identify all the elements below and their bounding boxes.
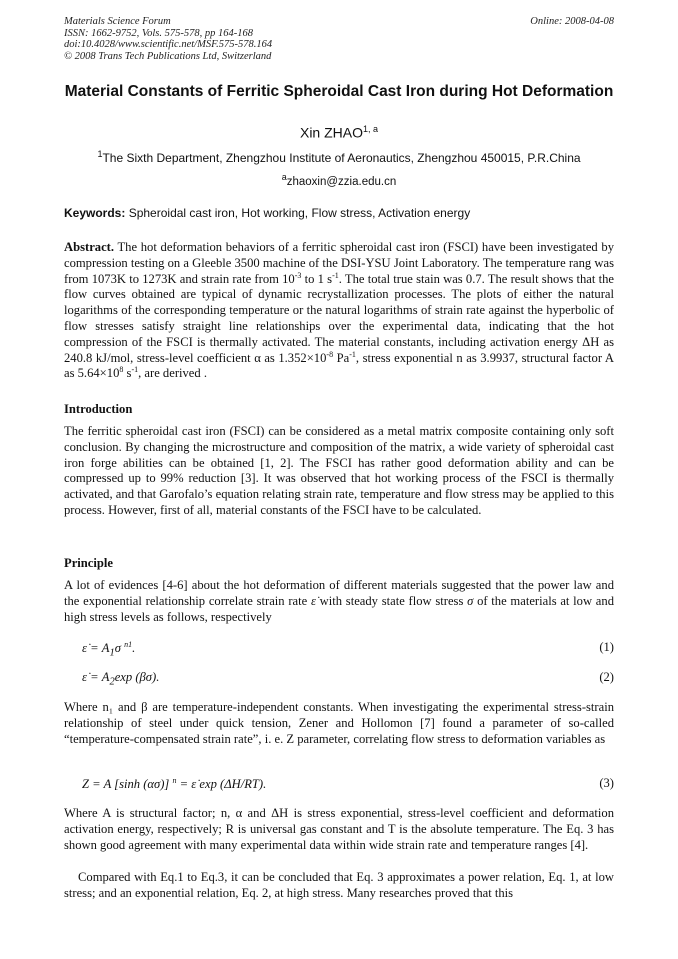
abstract-sup-6: -1 bbox=[131, 365, 139, 375]
affiliation-text: The Sixth Department, Zhengzhou Institute of Aeronautics, Zhengzhou 450015, P.R.China bbox=[102, 151, 581, 165]
abstract-sup-3: -8 bbox=[326, 349, 334, 359]
abstract-text-4: Pa bbox=[333, 350, 350, 365]
issn-line: ISSN: 1662-9752, Vols. 575-578, pp 164-168 bbox=[64, 27, 253, 39]
affiliation bbox=[64, 149, 614, 165]
abstract-label: Abstract. bbox=[64, 240, 115, 254]
eq3-text: Z = A [sinh (ασ)] bbox=[82, 777, 173, 792]
principle-paragraph-4: Compared with Eq.1 to Eq.3, it can be concluded that Eq. 3 approximates a power relation, Eq. 1, at low stress; and an exponential relation, Eq. 2, at high stress. Many researches proved that this bbox=[64, 870, 614, 900]
author-sup: 1, a bbox=[363, 124, 379, 134]
email-sup: a bbox=[281, 172, 287, 182]
eq1-lhs: ε̇ = A bbox=[82, 641, 110, 656]
eq3-number: (3) bbox=[599, 776, 614, 790]
eq2-lhs: ε̇ = A bbox=[82, 670, 110, 684]
eq1-sup: n1 bbox=[124, 640, 133, 649]
email-line bbox=[64, 172, 614, 188]
equation-1 bbox=[82, 640, 614, 659]
stress-symbol: σ bbox=[467, 593, 474, 608]
abstract-sup-1: -3 bbox=[294, 270, 302, 280]
equation-2 bbox=[82, 670, 614, 688]
journal-header bbox=[64, 16, 272, 62]
eq3-sup: n bbox=[172, 776, 177, 785]
abstract-text-7: , are derived . bbox=[138, 366, 207, 381]
author-line bbox=[64, 124, 614, 141]
strain-rate-symbol: ε̇ bbox=[310, 593, 316, 608]
email-address: zhaoxin@zzia.edu.cn bbox=[286, 175, 397, 188]
principle-text-1c: of the materials at low and high stress levels as follows, respectively bbox=[64, 593, 614, 624]
principle-text-1a: A lot of evidences [4-6] about the hot deformation of different materials suggested that the power law and the exponential relationship correlate strain rate bbox=[64, 578, 614, 608]
principle-heading: Principle bbox=[64, 556, 113, 570]
author-name: Xin ZHAO bbox=[299, 124, 363, 141]
equation-3 bbox=[82, 776, 614, 792]
eq2-rest: exp (βσ). bbox=[114, 670, 160, 684]
principle-paragraph-3: Where A is structural factor; n, α and ΔH is stress exponential, stress-level coefficient and deformation activation energy, respectively; R is universal gas constant and T is the absolute temperature. The Eq. 3 has shown good agreement with many experimental data within wide strain rate and temperature ranges [4]. bbox=[64, 806, 614, 852]
principle-text-1b: with steady state flow stress bbox=[315, 593, 468, 608]
eq3-rest: = ε̇ exp (ΔH/RT). bbox=[176, 777, 267, 792]
eq1-end: . bbox=[132, 641, 136, 656]
abstract-sup-4: -1 bbox=[349, 349, 356, 359]
online-date: Online: 2008-04-08 bbox=[530, 16, 614, 27]
abstract bbox=[64, 240, 614, 382]
eq1-sub: 1 bbox=[109, 647, 115, 659]
introduction-paragraph: The ferritic spheroidal cast iron (FSCI) can be considered as a metal matrix composite containing only soft conclusion. By changing the microstructure and composition of the matrix, a wide variety of spheroidal cast iron forge abilities can be obtained [1, 2]. The FSCI has rather good deformation ability and can be compressed up to 99% reduction [3]. It was observed that hot working process of the FSCI is thermally activated, and that Garofalo’s equation relating strain rate, temperature and flow stress may be applied to this process. However, first of all, material constants of the FSCI have to be calculated. bbox=[64, 424, 614, 517]
eq2-sub: 2 bbox=[109, 676, 115, 688]
keywords-text: Spheroidal cast iron, Hot working, Flow stress, Activation energy bbox=[128, 206, 471, 220]
keywords bbox=[64, 206, 614, 220]
abstract-sup-2: -1 bbox=[332, 270, 339, 280]
affiliation-sup: 1 bbox=[97, 149, 103, 159]
copyright-line: © 2008 Trans Tech Publications Ltd, Switzerland bbox=[64, 50, 272, 62]
eq1-number: (1) bbox=[599, 640, 614, 654]
abstract-text-1: The hot deformation behaviors of a ferritic spheroidal cast iron (FSCI) have been investigated by compression testing on a Gleeble 3500 machine of the DSI-YSU Joint Laboratory. The temperature rang was from 1073K to 1273K and strain rate from 10 bbox=[64, 240, 615, 286]
paper-title: Material Constants of Ferritic Spheroidal Cast Iron during Hot Deformation bbox=[64, 83, 614, 100]
principle-paragraph-2: Where n₁ and β are temperature-independent constants. When investigating the experimental stress-strain relationship of steel under quick tension, Zener and Hollomon [7] found a parameter of so-called “temperature-compensated strain rate”, i. e. Z parameter, correlating flow stress to deformation variables as bbox=[64, 700, 614, 746]
abstract-sup-5: 8 bbox=[119, 365, 124, 375]
eq2-number: (2) bbox=[599, 670, 614, 684]
journal-name: Materials Science Forum bbox=[64, 16, 171, 27]
abstract-text-2: to 1 s bbox=[301, 271, 333, 286]
introduction-heading: Introduction bbox=[64, 402, 133, 416]
abstract-text-3: . The total true stain was 0.7. The result shows that the flow curves obtained are typical of dynamic recrystallization processes. The plots of either the natural logarithms of the corresponding temperature or the natural logarithms of strain rate against the hyperbolic of flow stresses satisfy straight line relationships over the experimental data, indicating that the hot compression of the FSCI is thermally activated. The material constants, including activation energy ΔH as 240.8 kJ/mol, stress-level coefficient α as 1.352×10 bbox=[64, 271, 615, 365]
eq1-mid: σ bbox=[114, 641, 125, 656]
doi-line: doi:10.4028/www.scientific.net/MSF.575-578.164 bbox=[64, 39, 273, 50]
abstract-text-5: , stress exponential n as 3.9937, structural factor A as 5.64×10 bbox=[64, 350, 614, 381]
abstract-text-6: s bbox=[123, 366, 132, 381]
keywords-label: Keywords: bbox=[64, 206, 126, 220]
principle-paragraph-1 bbox=[64, 578, 614, 625]
